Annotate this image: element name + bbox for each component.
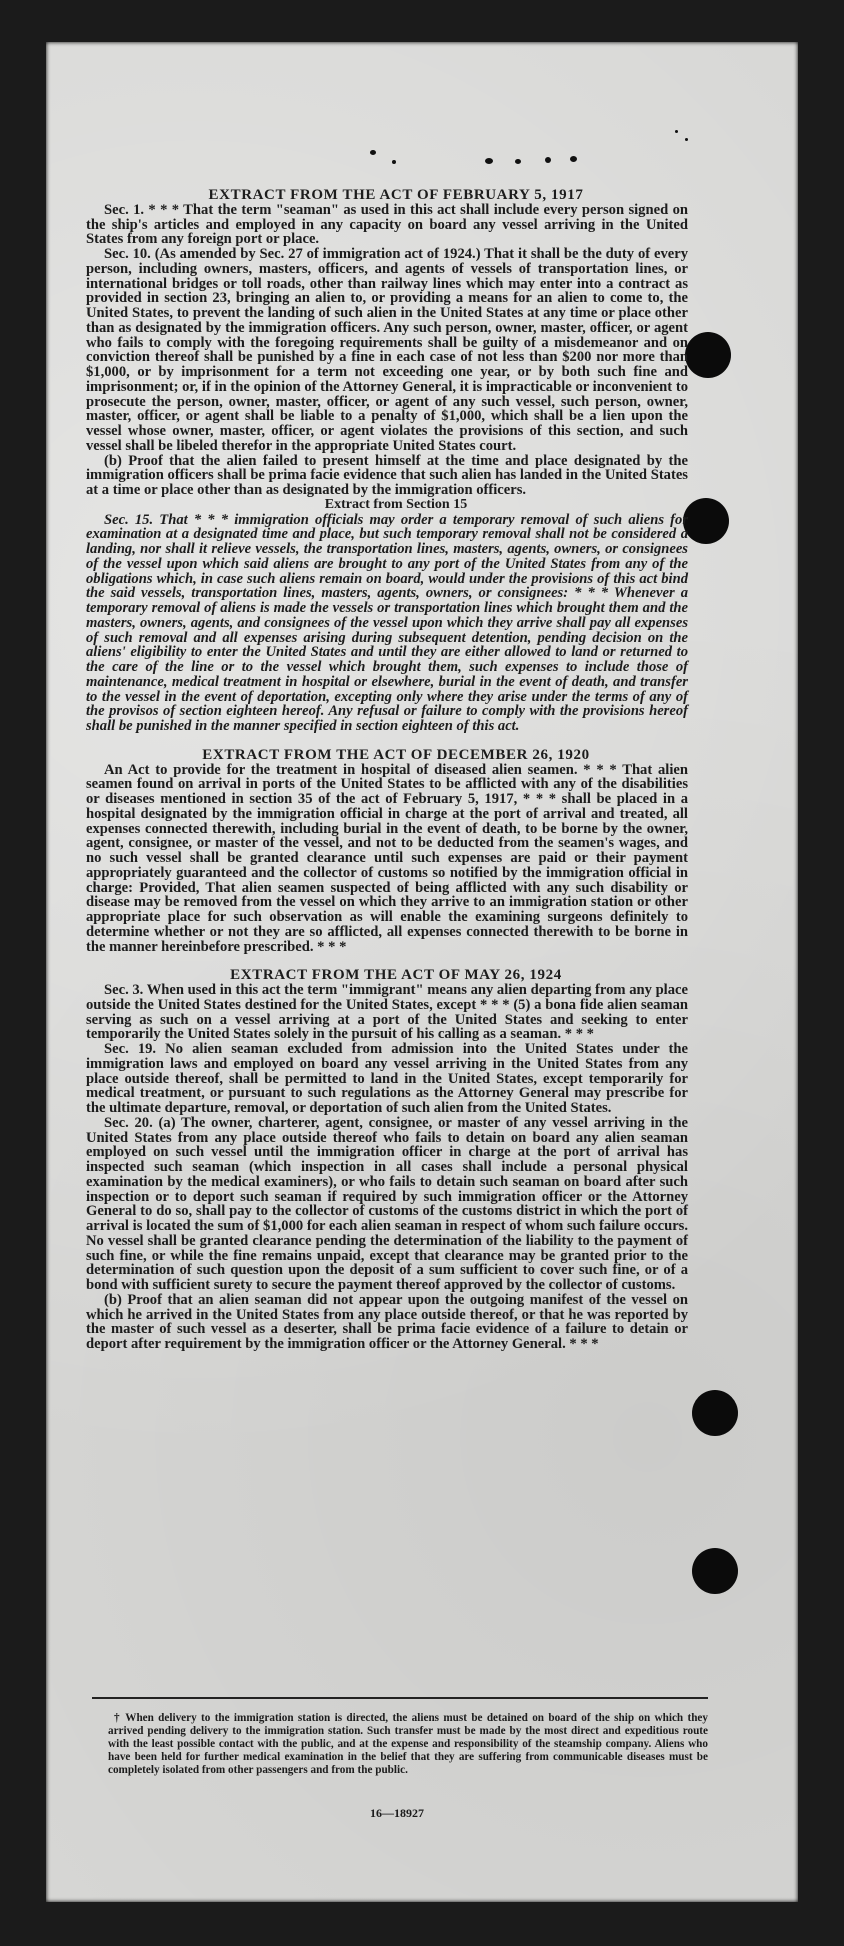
- punch-hole: [692, 1390, 738, 1436]
- punch-hole: [683, 498, 729, 544]
- ink-speck: [392, 160, 396, 164]
- paragraph: Sec. 10. (As amended by Sec. 27 of immigration act of 1924.) That it shall be the duty of every person, including owners, masters, officers, and agents of vessels of transportation lines, or international bridges or toll roads, other than railway lines which may enter into a contract as provided in section 23, bringing an alien to, or providing a means for an alien to come to, the United States, to prevent the landing of such alien in the United States at any time or place other than as designated by the immigration officers. Any such person, owner, master, officer, or agent who fails to comply with the foregoing requirements shall be guilty of a misdemeanor and on conviction thereof shall be punished by a fine in each case of not less than $200 nor more than $1,000, or by imprisonment for a term not exceeding one year, or by both such fine and imprisonment; or, if in the opinion of the Attorney General, it is impracticable or inconvenient to prosecute the person, owner, master, officer, or agent of any such vessel, such person, owner, master, officer, or agent shall be liable to a penalty of $1,000, which shall be a lien upon the vessel whose owner, master, officer, or agent violates the provisions of this section, and such vessel shall be libeled therefor in the appropriate United States court.: [86, 246, 688, 454]
- paragraph: Sec. 1. * * * That the term "seaman" as used in this act shall include every person signed on the ship's articles and employed in any capacity on board any vessel arriving in the United States from any foreign port or place.: [86, 201, 688, 248]
- section-heading: EXTRACT FROM THE ACT OF FEBRUARY 5, 1917: [208, 187, 584, 203]
- ink-speck: [675, 130, 678, 133]
- ink-speck: [570, 156, 577, 162]
- ink-speck: [545, 157, 551, 163]
- paragraph: Sec. 19. No alien seaman excluded from admission into the United States under the immigration laws and employed on board any vessel arriving in the United States from any place outside thereof, shall be permitted to land in the United States, except temporarily for medical treatment, or pursuant to such regulations as the Attorney General may prescribe for the ultimate departure, removal, or deportation of such alien from the United States.: [86, 1041, 688, 1116]
- punch-hole: [692, 1548, 738, 1594]
- paragraph: Sec. 3. When used in this act the term "immigrant" means any alien departing from any place outside the United States destined for the United States, except * * * (5) a bona fide alien seaman serving as such on a vessel arriving at a port of the United States and seeking to enter temporarily the United States solely in the pursuit of his calling as a seaman. * * *: [86, 982, 688, 1043]
- punch-hole: [685, 332, 731, 378]
- ink-speck: [370, 150, 376, 155]
- section-heading: EXTRACT FROM THE ACT OF DECEMBER 26, 1920: [202, 746, 590, 763]
- paragraph: Sec. 20. (a) The owner, charterer, agent, consignee, or master of any vessel arriving in the United States from any place outside thereof who fails to detain on board any alien seaman employed on such vessel until the immigration officer in charge at the port of arrival has inspected such seaman (which inspection in all cases shall include a personal physical examination by the medical examiners), or who fails to detain such seaman on board after such inspection or to deport such seaman if required by such immigration officer or the Attorney General to do so, shall pay to the collector of customs of the customs district in which the port of arrival is located the sum of $1,000 for each alien seaman in respect of whom such failure occurs. No vessel shall be granted clearance pending the determination of the liability to the payment of such fine, or while the fine remains unpaid, except that clearance may be granted prior to the determination of such question upon the deposit of a sum sufficient to cover such fine, or of a bond with sufficient surety to secure the payment thereof approved by the collector of customs.: [86, 1114, 688, 1293]
- paragraph: (b) Proof that an alien seaman did not appear upon the outgoing manifest of the vessel on which he arrived in the United States from any place outside thereof, or that he was reported by the master of such vessel as a deserter, shall be prima facie evidence of a failure to detain or deport after requirement by the immigration officer or the Attorney General. * * *: [86, 1291, 688, 1352]
- paragraph: Sec. 15. That * * * immigration officials may order a temporary removal of such aliens for examination at a designated time and place, but such temporary removal shall not be considered a landing, nor shall it relieve vessels, the transportation lines, masters, agents, owners, or consignees of the vessel upon which said aliens are brought to any port of the United States from any of the obligations which, in case such aliens remain on board, would under the provisions of this act bind the said vessels, transportation lines, masters, agents, owners, or consignees: * * * Whenever a temporary removal of aliens is made the vessels or transportation lines which brought them and the masters, owners, agents, and consignees of the vessel upon which they arrive shall pay all expenses of such removal and all expenses arising during subsequent detention, pending decision on the aliens' eligibility to enter the United States and until they are either allowed to land or returned to the care of the line or to the vessel which brought them, such expenses to include those of maintenance, medical treatment in hospital or elsewhere, burial in the event of death, and transfer to the vessel in the event of deportation, excepting only where they arise under the terms of any of the provisos of section eighteen hereof. Any refusal or failure to comply with the provisions hereof shall be punished in the manner specified in section eighteen of this act.: [86, 511, 688, 734]
- section-heading: Extract from Section 15: [324, 496, 468, 512]
- footnote-divider: [92, 1697, 708, 1699]
- footnote: † When delivery to the immigration station is directed, the aliens must be detained on board of the ship on which they arrived pending delivery to the immigration station. Such transfer must be made by the most direct and expeditious route with the least possible contact with the public, and at the expense and responsibility of the steamship company. Aliens who have been held for further medical examination in the belief that they are suffering from communicable diseases must be completely isolated from other passengers and from the public.: [108, 1712, 708, 1777]
- paragraph: An Act to provide for the treatment in hospital of diseased alien seamen. * * * That alien seamen found on arrival in ports of the United States to be afflicted with any of the disabilities or diseases mentioned in section 35 of the act of February 5, 1917, * * * shall be placed in a hospital designated by the immigration official in charge at the port of arrival and treated, all expenses connected therewith, including burial in the event of death, to be borne by the owner, agent, consignee, or master of the vessel, and not to be deducted from the seamen's wages, and no such vessel shall be granted clearance until such expenses are paid or their payment appropriately guaranteed and the collector of customs so notified by the immigration official in charge: Provided, That alien seamen suspected of being afflicted with any such disability or disease may be removed from the vessel on which they arrive to an immigration station or other appropriate place for such observation as will enable the examining surgeons definitely to determine whether or not they are so afflicted, all expenses connected therewith to be borne in the manner hereinbefore prescribed. * * *: [86, 761, 688, 955]
- ink-speck: [515, 159, 521, 164]
- ink-speck: [485, 158, 493, 164]
- document-body: [86, 188, 688, 1352]
- section-heading: EXTRACT FROM THE ACT OF MAY 26, 1924: [230, 967, 562, 984]
- ink-speck: [685, 138, 688, 141]
- form-number: 16—18927: [370, 1806, 424, 1820]
- paragraph: (b) Proof that the alien failed to present himself at the time and place designated by the immigration officers shall be prima facie evidence that such alien has landed in the United States at a time or place other than as designated by the immigration officers.: [86, 452, 688, 498]
